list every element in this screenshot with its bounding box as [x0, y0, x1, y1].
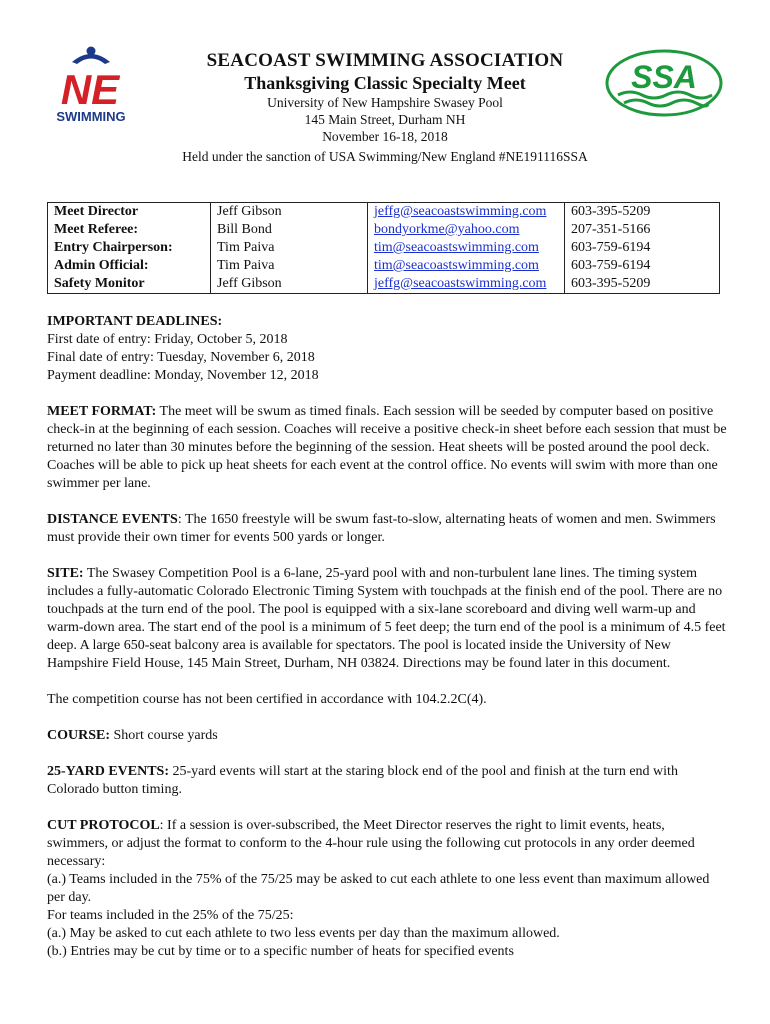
- site-label: SITE:: [47, 566, 84, 581]
- org-title: SEACOAST SWIMMING ASSOCIATION: [206, 50, 564, 71]
- official-role: Meet Director: [48, 203, 211, 222]
- official-name: Bill Bond: [211, 221, 368, 239]
- deadlines-heading: IMPORTANT DEADLINES:: [47, 314, 223, 329]
- official-name: Jeff Gibson: [211, 275, 368, 294]
- new-england-swimming-logo: [50, 44, 132, 126]
- document-body: [47, 313, 727, 961]
- yard25-text: 25-yard events will start at the staring block end of the pool and finish at the turn end with Colorado button timing.: [47, 764, 678, 797]
- course-text: Short course yards: [113, 728, 218, 743]
- meet-format-label: MEET FORMAT:: [47, 404, 157, 419]
- cut-protocol-text: : If a session is over-subscribed, the Meet Director reserves the right to limit events, heats, swimmers, or adjust the format to conform to the 4-hour rule using the following cut protocols in any order deemed necessary:: [47, 818, 695, 869]
- address: 145 Main Street, Durham NH: [304, 112, 466, 127]
- official-row: [48, 275, 720, 294]
- course-section: [47, 727, 727, 745]
- official-role: Meet Referee:: [48, 221, 211, 239]
- cut-protocol-section: [47, 817, 727, 871]
- officials-table: [47, 202, 720, 294]
- meet-dates: November 16-18, 2018: [322, 129, 448, 144]
- official-email-link[interactable]: jeffg@seacoastswimming.com: [368, 275, 565, 294]
- cut-teams-25: For teams included in the 25% of the 75/25:: [47, 908, 294, 923]
- official-row: [48, 221, 720, 239]
- official-email-link[interactable]: jeffg@seacoastswimming.com: [368, 203, 565, 222]
- meet-format-section: [47, 403, 727, 493]
- meet-title: Thanksgiving Classic Specialty Meet: [244, 73, 526, 93]
- official-phone: 603-395-5209: [565, 203, 720, 222]
- site-text: The Swasey Competition Pool is a 6-lane, 25-yard pool with and non-turbulent lane lines. The timing system includes a fully-automatic Colorado Electronic Timing System with touchpads at the finish end of the pool. There are no touchpads at the turn end of the pool. The pool is equipped with a six-lane scoreboard and diving well warm-up and warm-down area. The start end of the pool is a minimum of 5 feet deep; the turn end of the pool is a minimum of 4.5 feet deep. A large 650-seat balcony area is available for spectators. The pool is located inside the University of New Hampshire Field House, 145 Main Street, Durham, NH 03824. Directions may be found later in this document.: [47, 566, 726, 671]
- official-role: Admin Official:: [48, 257, 211, 275]
- yard25-section: [47, 763, 727, 799]
- official-phone: 207-351-5166: [565, 221, 720, 239]
- distance-events-label: DISTANCE EVENTS: [47, 512, 178, 527]
- meet-format-text: The meet will be swum as timed finals. Each session will be seeded by computer based on positive check-in at the beginning of each session. Coaches will receive a positive check-in sheet before each session that must be returned no later than 30 minutes before the beginning of the session. Heat sheets will be posted around the pool deck. Coaches will be able to pick up heat sheets for each event at the control office. No events will swim with more than one swimmer per lane.: [47, 404, 727, 491]
- cut-protocol-label: CUT PROTOCOL: [47, 818, 160, 833]
- payment-deadline: Payment deadline: Monday, November 12, 2018: [47, 368, 319, 383]
- official-name: Tim Paiva: [211, 239, 368, 257]
- distance-events-section: [47, 511, 727, 547]
- official-role: Safety Monitor: [48, 275, 211, 294]
- sanction-line: Held under the sanction of USA Swimming/New England #NE191116SSA: [182, 149, 588, 164]
- venue: University of New Hampshire Swasey Pool: [267, 95, 503, 110]
- official-phone: 603-759-6194: [565, 239, 720, 257]
- official-name: Tim Paiva: [211, 257, 368, 275]
- logo-swimming-text: SWIMMING: [56, 109, 126, 124]
- cut-item-a: (a.) Teams included in the 75% of the 75/25 may be asked to cut each athlete to one less event than maximum allowed per day.: [47, 872, 710, 905]
- official-name: Jeff Gibson: [211, 203, 368, 222]
- official-phone: 603-759-6194: [565, 257, 720, 275]
- distance-events-text: : The 1650 freestyle will be swum fast-to-slow, alternating heats of women and men. Swimmers must provide their own timer for events 500 yards or longer.: [47, 512, 716, 545]
- official-email-link[interactable]: tim@seacoastswimming.com: [368, 239, 565, 257]
- final-entry-date: Final date of entry: Tuesday, November 6, 2018: [47, 350, 315, 365]
- logo-ssa-letters: SSA: [631, 59, 697, 95]
- deadlines-section: [47, 313, 727, 385]
- official-phone: 603-395-5209: [565, 275, 720, 294]
- official-row: [48, 203, 720, 222]
- certification-note: The competition course has not been certified in accordance with 104.2.2C(4).: [47, 692, 487, 707]
- official-email-link[interactable]: bondyorkme@yahoo.com: [368, 221, 565, 239]
- yard25-label: 25-YARD EVENTS:: [47, 764, 170, 779]
- official-email-link[interactable]: tim@seacoastswimming.com: [368, 257, 565, 275]
- official-row: [48, 239, 720, 257]
- official-role: Entry Chairperson:: [48, 239, 211, 257]
- site-section: [47, 565, 727, 673]
- logo-ne-letters: NE: [60, 66, 120, 113]
- cut-item-a2: (a.) May be asked to cut each athlete to two less events per day than the maximum allowed.: [47, 926, 560, 941]
- cut-item-b: (b.) Entries may be cut by time or to a specific number of heats for specified events: [47, 944, 514, 959]
- meet-header: [140, 50, 630, 145]
- official-row: [48, 257, 720, 275]
- first-entry-date: First date of entry: Friday, October 5, 2018: [47, 332, 288, 347]
- course-label: COURSE:: [47, 728, 111, 743]
